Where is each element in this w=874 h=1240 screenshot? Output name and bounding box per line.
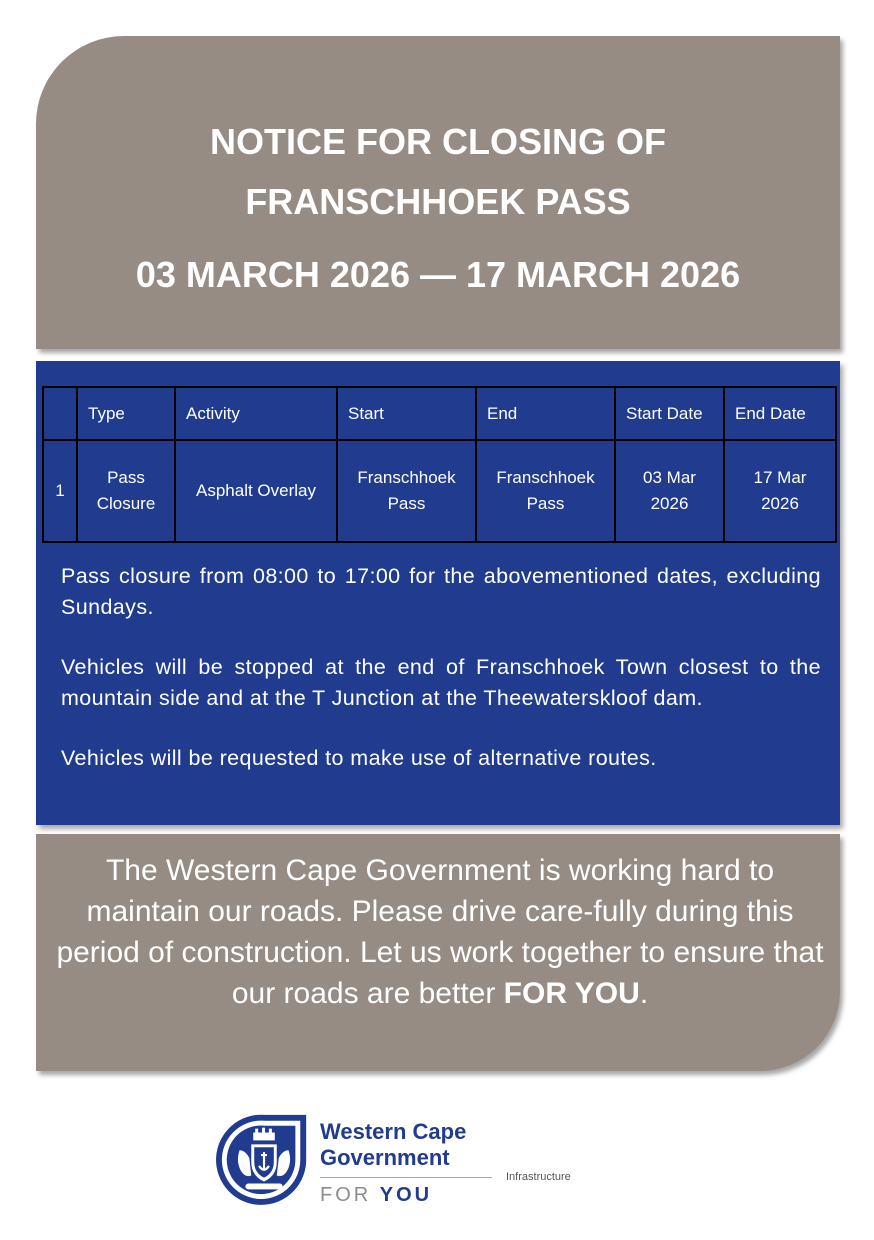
- column-header-start-date: Start Date: [615, 387, 724, 440]
- column-header-number: [43, 387, 77, 440]
- footer-message-text: The Western Cape Government is working hard to maintain our roads. Please drive care-fully during this period of construction. Let us work together to ensure that our roads are better: [56, 854, 824, 1010]
- column-header-activity: Activity: [175, 387, 337, 440]
- logo-tagline: [320, 1183, 432, 1207]
- notice-header: [36, 36, 840, 349]
- note-closure-hours: Pass closure from 08:00 to 17:00 for the abovementioned dates, excluding Sundays.: [61, 564, 821, 619]
- column-header-start: Start: [337, 387, 476, 440]
- column-header-end-date: End Date: [724, 387, 836, 440]
- footer-message: [48, 850, 832, 1014]
- footer-message-end: .: [639, 977, 649, 1010]
- notice-date-range: 03 MARCH 2026 — 17 MARCH 2026: [135, 254, 741, 295]
- column-header-type: Type: [77, 387, 175, 440]
- notice-title-line1: NOTICE FOR CLOSING OF: [210, 121, 666, 162]
- footer-message-emphasis: FOR YOU: [503, 977, 640, 1010]
- cell-start-date: 03 Mar 2026: [615, 440, 724, 542]
- cell-end-date: 17 Mar 2026: [724, 440, 836, 542]
- cell-activity: Asphalt Overlay: [175, 440, 337, 542]
- government-logo: [216, 1111, 596, 1211]
- table-header-row: [43, 387, 836, 440]
- provincial-coat-of-arms-icon: [216, 1111, 314, 1209]
- cell-end: Franschhoek Pass: [476, 440, 615, 542]
- notice-title-line2: FRANSCHHOEK PASS: [245, 181, 631, 222]
- logo-tagline-for: FOR: [320, 1184, 372, 1206]
- logo-tagline-you: YOU: [379, 1184, 433, 1206]
- closure-notes: [61, 561, 821, 804]
- note-alternative-routes: Vehicles will be requested to make use of alternative routes.: [61, 746, 657, 770]
- closure-details-panel: [36, 361, 840, 825]
- column-header-end: End: [476, 387, 615, 440]
- logo-department: Infrastructure: [506, 1171, 571, 1183]
- table-row: [43, 440, 836, 542]
- closure-table: [42, 386, 837, 543]
- note-vehicle-stops: Vehicles will be stopped at the end of Franschhoek Town closest to the mountain side and at the T Junction at the Theewaterskloof dam.: [61, 655, 821, 710]
- cell-start: Franschhoek Pass: [337, 440, 476, 542]
- logo-divider: [320, 1177, 492, 1178]
- footer-message-panel: [36, 834, 840, 1071]
- logo-name-line2: Government: [320, 1145, 450, 1170]
- cell-number: 1: [43, 440, 77, 542]
- logo-name-line1: Western Cape: [320, 1119, 467, 1144]
- cell-type: Pass Closure: [77, 440, 175, 542]
